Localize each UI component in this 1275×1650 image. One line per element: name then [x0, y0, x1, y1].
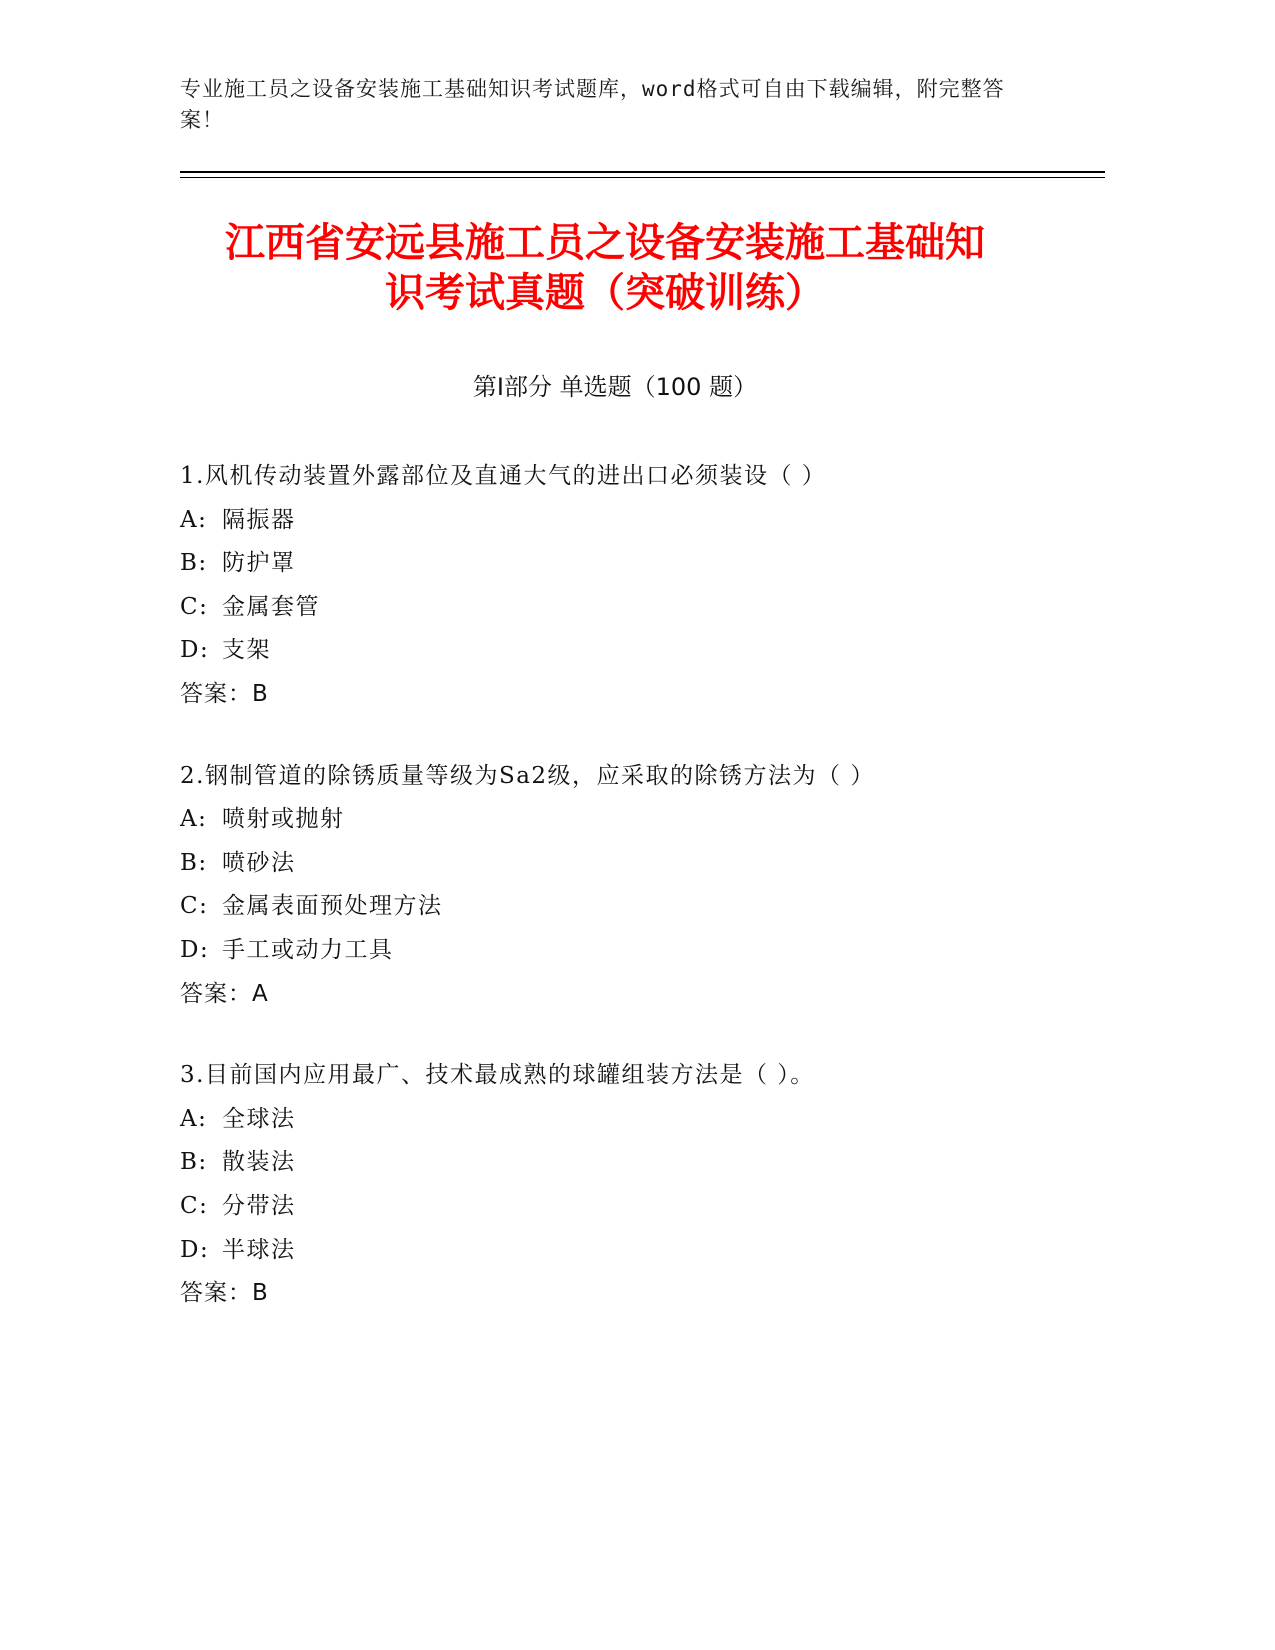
option-text: 半球法 — [222, 1236, 296, 1263]
option-a — [180, 1098, 1110, 1142]
answer: 答案：B — [180, 680, 269, 707]
option-key: C: — [180, 593, 209, 620]
question-1 — [180, 455, 1110, 717]
question-stem: 3.目前国内应用最广、技术最成熟的球罐组装方法是（ ）。 — [180, 1062, 815, 1089]
option-c — [180, 885, 1110, 929]
option-a — [180, 798, 1110, 842]
option-text: 防护罩 — [222, 550, 296, 577]
option-key: A: — [180, 806, 208, 833]
option-key: B: — [180, 849, 208, 876]
answer: 答案：A — [180, 980, 269, 1007]
option-d — [180, 929, 1110, 973]
section-heading: 第Ⅰ部分 单选题（100 题） — [472, 373, 758, 401]
document-title — [170, 218, 1040, 318]
option-key: D: — [180, 936, 210, 963]
option-b — [180, 842, 1110, 886]
question-stem: 1.风机传动装置外露部位及直通大气的进出口必须装设（ ） — [180, 463, 827, 489]
option-text: 支架 — [222, 637, 271, 664]
option-key: A: — [180, 1105, 208, 1132]
question-list — [180, 455, 1110, 1354]
question-3 — [180, 1054, 1110, 1316]
option-text: 散装法 — [222, 1149, 296, 1176]
question-2 — [180, 755, 1110, 1017]
option-key: B: — [180, 550, 208, 577]
document-title-line-2: 识考试真题（突破训练） — [385, 269, 825, 316]
option-text: 分带法 — [222, 1192, 296, 1219]
option-text: 金属套管 — [222, 593, 320, 620]
option-key: B: — [180, 1149, 208, 1176]
option-c — [180, 586, 1110, 630]
option-text: 金属表面预处理方法 — [222, 893, 443, 920]
header-note: 专业施工员之设备安装施工基础知识考试题库，word格式可自由下载编辑，附完整答案！ — [180, 77, 1005, 132]
option-b — [180, 542, 1110, 586]
option-key: C: — [180, 893, 209, 920]
option-text: 隔振器 — [222, 506, 296, 533]
answer: 答案：B — [180, 1280, 269, 1307]
option-c — [180, 1185, 1110, 1229]
option-text: 喷射或抛射 — [222, 806, 345, 833]
option-d — [180, 629, 1110, 673]
option-d — [180, 1229, 1110, 1273]
option-text: 手工或动力工具 — [222, 936, 394, 963]
option-key: D: — [180, 637, 210, 664]
question-stem: 2.钢制管道的除锈质量等级为Sa2级，应采取的除锈方法为（ ） — [180, 762, 875, 789]
header-divider-thin — [180, 177, 1105, 178]
option-text: 喷砂法 — [222, 849, 296, 876]
option-key: C: — [180, 1192, 209, 1219]
document-title-line-1: 江西省安远县施工员之设备安装施工基础知 — [225, 219, 985, 266]
option-key: D: — [180, 1236, 210, 1263]
option-key: A: — [180, 506, 208, 533]
option-text: 全球法 — [222, 1105, 296, 1132]
header-divider-thick — [180, 171, 1105, 173]
option-b — [180, 1141, 1110, 1185]
option-a — [180, 499, 1110, 543]
